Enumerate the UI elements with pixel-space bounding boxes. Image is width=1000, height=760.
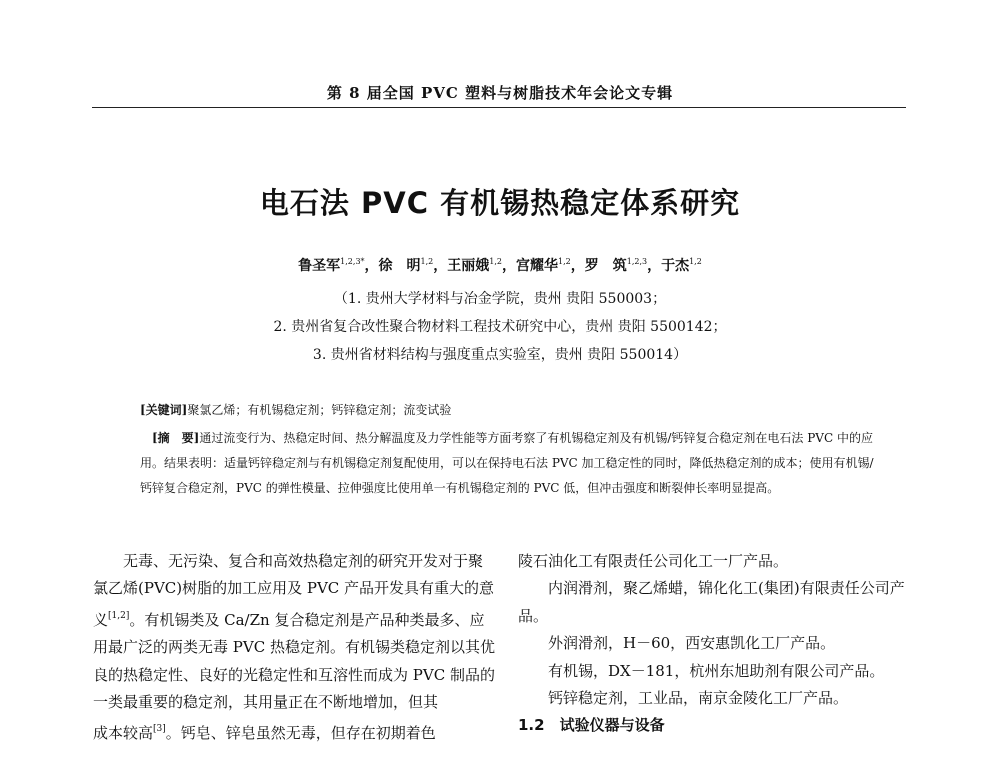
author-affiliation-mark: 1,2 — [689, 257, 702, 266]
abstract-label: [摘 要] — [152, 431, 200, 445]
body-right-column — [518, 548, 910, 735]
body-paragraph: 内润滑剂，聚乙烯蜡，锦化化工(集团)有限责任公司产品。 — [518, 579, 905, 625]
affiliation-3: 3. 贵州省材料结构与强度重点实验室，贵州 贵阳 550014） — [312, 347, 688, 363]
citation-mark: [3] — [153, 724, 166, 735]
keywords-text: 聚氯乙烯；有机锡稳定剂；钙锌稳定剂；流变试验 — [187, 403, 452, 417]
affiliation-2: 2. 贵州省复合改性聚合物材料工程技术研究中心，贵州 贵阳 5500142； — [273, 319, 727, 335]
author-name: 宫耀华 — [516, 258, 558, 274]
body-paragraph: 陵石油化工有限责任公司化工一厂产品。 — [518, 552, 789, 570]
paper-title: 电石法 PVC 有机锡热稳定体系研究 — [259, 186, 741, 220]
affiliation-1: （1. 贵州大学材料与冶金学院，贵州 贵阳 550003； — [333, 291, 667, 307]
author-affiliation-mark: 1,2,3 — [626, 257, 648, 266]
body-paragraph-cut-line: 成本较高[3]。钙皂、锌皂虽然无毒，但存在初期着色 — [93, 724, 436, 743]
author-name: 鲁圣军 — [298, 258, 341, 274]
author-name: 徐 明 — [378, 258, 421, 274]
author-affiliation-mark: 1,2,3* — [340, 257, 365, 266]
author-list: 鲁圣军$^{1,2,3*}$，徐 明$^{1,2}$，王丽娥$^{1,2}$，宫耀华$^{1,2}$，罗 筑$^{1,2,3}$，于杰$^{1,2}$ — [298, 257, 702, 274]
author-affiliation-mark: 1,2 — [558, 257, 571, 266]
author-name: 王丽娥 — [447, 258, 490, 274]
author-name: 罗 筑 — [584, 258, 627, 274]
abstract-text: 通过流变行为、热稳定时间、热分解温度及力学性能等方面考察了有机锡稳定剂及有机锡/钙锌复合稳定剂在电石法 PVC 中的应用。结果表明：适量钙锌稳定剂与有机锡稳定剂复配使用，可以在保持电石法 PVC 加工稳定性的同时，降低热稳定剂的成本；使用有机锡/钙锌复合稳定剂，PVC 的弹性模量、拉伸强度比使用单一有机锡稳定剂的 PVC 低，但冲击强度和断裂伸长率明显提高。 — [140, 431, 874, 495]
keywords-label: [关键词] — [140, 403, 188, 417]
section-heading: 1.2 试验仪器与设备 — [518, 716, 665, 735]
body-paragraph: 外润滑剂，H－60，西安惠凯化工厂产品。 — [548, 634, 836, 653]
running-header: 第 8 届全国 PVC 塑料与树脂技术年会论文专辑 — [326, 84, 674, 102]
author-affiliation-mark: 1,2 — [420, 257, 434, 266]
header-divider — [92, 107, 906, 108]
citation-mark: [1,2] — [108, 610, 130, 621]
body-paragraph: 无毒、无污染、复合和高效热稳定剂的研究开发对于聚氯乙烯(PVC)树脂的加工应用及 PVC 产品开发具有重大的意义[1,2]。有机锡类及 Ca/Zn 复合稳定剂是产品种类最多、应用最广泛的两类无毒 PVC 热稳定剂。有机锡类稳定剂以其优良的热稳定性、良好的光稳定性和互溶性而成为 PVC 制品的一类最重要的稳定剂，其用量正在不断地增加，但其 — [93, 552, 495, 712]
author-affiliation-mark: 1,2 — [489, 257, 502, 266]
body-left-column — [93, 548, 495, 743]
body-paragraph: 有机锡，DX－181，杭州东旭助剂有限公司产品。 — [548, 661, 885, 680]
keywords — [140, 401, 880, 420]
body-paragraph: 钙锌稳定剂，工业品，南京金陵化工厂产品。 — [548, 689, 849, 708]
abstract — [140, 426, 880, 501]
author-name: 于杰 — [661, 258, 690, 274]
